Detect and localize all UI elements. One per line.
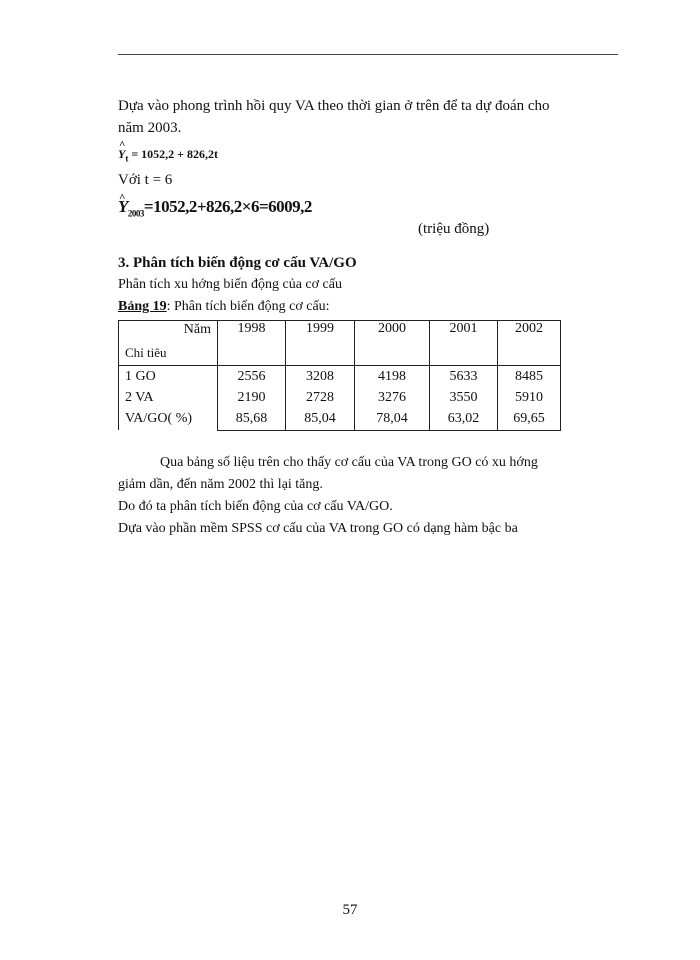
year-column-2002 [498, 366, 561, 431]
table-body-row [119, 366, 561, 431]
row-label: VA/GO( %) [125, 411, 193, 426]
forecast-rhs: =1052,2+826,2×6=6009,2 [143, 197, 312, 216]
table-cell: 78,04 [376, 411, 408, 426]
table-cell: 2190 [237, 390, 266, 405]
conclusion-line-1: Qua bảng số liệu trên cho thấy cơ cấu của VA trong GO có xu hớng [160, 455, 538, 470]
year-column-2000 [355, 366, 430, 431]
table-caption-text: : Phân tích biến động cơ cấu: [166, 299, 330, 314]
row-labels-cell [119, 366, 218, 431]
intro-paragraph [118, 95, 550, 139]
section-heading: 3. Phân tích biến động cơ cấu VA/GO [118, 255, 357, 271]
year-header: 2000 [355, 321, 430, 366]
equation-rhs: = 1052,2 + 826,2t [131, 147, 219, 161]
table-corner-cell [119, 321, 218, 366]
table-cell: 85,04 [304, 411, 336, 426]
structure-table [118, 320, 561, 431]
table-header-row [119, 321, 561, 366]
year-column-1998 [218, 366, 286, 431]
equation-lhs: ^ Y [118, 143, 125, 165]
table-caption-label: Bảng 19 [118, 299, 167, 314]
year-header: 1999 [286, 321, 355, 366]
page-number: 57 [342, 902, 358, 918]
equation-lhs-sub: t [125, 153, 129, 164]
table-cell: 3276 [378, 390, 406, 405]
table-cell: 63,02 [447, 411, 480, 426]
year-column-1999 [286, 366, 355, 431]
table-cell: 5910 [515, 390, 543, 405]
forecast-lhs-sub: 2003 [127, 208, 144, 219]
year-header: 2001 [430, 321, 498, 366]
forecast-lhs: ^ Y [118, 196, 128, 218]
subheading: Phân tích xu hớng biến động của cơ cấu [118, 277, 342, 292]
regression-equation [118, 143, 218, 169]
with-t-line: Với t = 6 [118, 172, 173, 188]
table-cell: 8485 [515, 369, 543, 384]
table-cell: 4198 [378, 369, 406, 384]
year-header: 1998 [218, 321, 286, 366]
table-cell: 69,65 [513, 411, 545, 426]
conclusion-paragraph [118, 452, 538, 540]
corner-year-label: Năm [183, 322, 211, 337]
row-label: 1 GO [125, 369, 156, 384]
conclusion-line-3: Do đó ta phân tích biến động của cơ cấu VA/GO. [118, 499, 393, 514]
conclusion-line-2: giảm dần, đến năm 2002 thì lại tăng. [118, 477, 323, 492]
table-cell: 2728 [306, 390, 334, 405]
table-cell: 3208 [306, 369, 334, 384]
intro-line-2: năm 2003. [118, 120, 182, 136]
row-label: 2 VA [125, 390, 154, 405]
forecast-equation [118, 196, 312, 224]
table-cell: 2556 [237, 369, 266, 384]
unit-note: (triệu đồng) [418, 221, 490, 237]
corner-indicator-label: Chỉ tiêu [125, 345, 167, 360]
table-cell: 3550 [449, 390, 478, 405]
year-column-2001 [430, 366, 498, 431]
table-cell: 85,68 [235, 411, 268, 426]
table-caption [118, 296, 330, 318]
table-cell: 5633 [449, 369, 478, 384]
conclusion-line-4: Dựa vào phần mềm SPSS cơ cấu của VA trong GO có dạng hàm bậc ba [118, 521, 518, 536]
header-rule [118, 54, 618, 55]
intro-line-1: Dựa vào phong trình hồi quy VA theo thời gian ở trên để ta dự đoán cho [118, 98, 550, 114]
year-header: 2002 [498, 321, 561, 366]
